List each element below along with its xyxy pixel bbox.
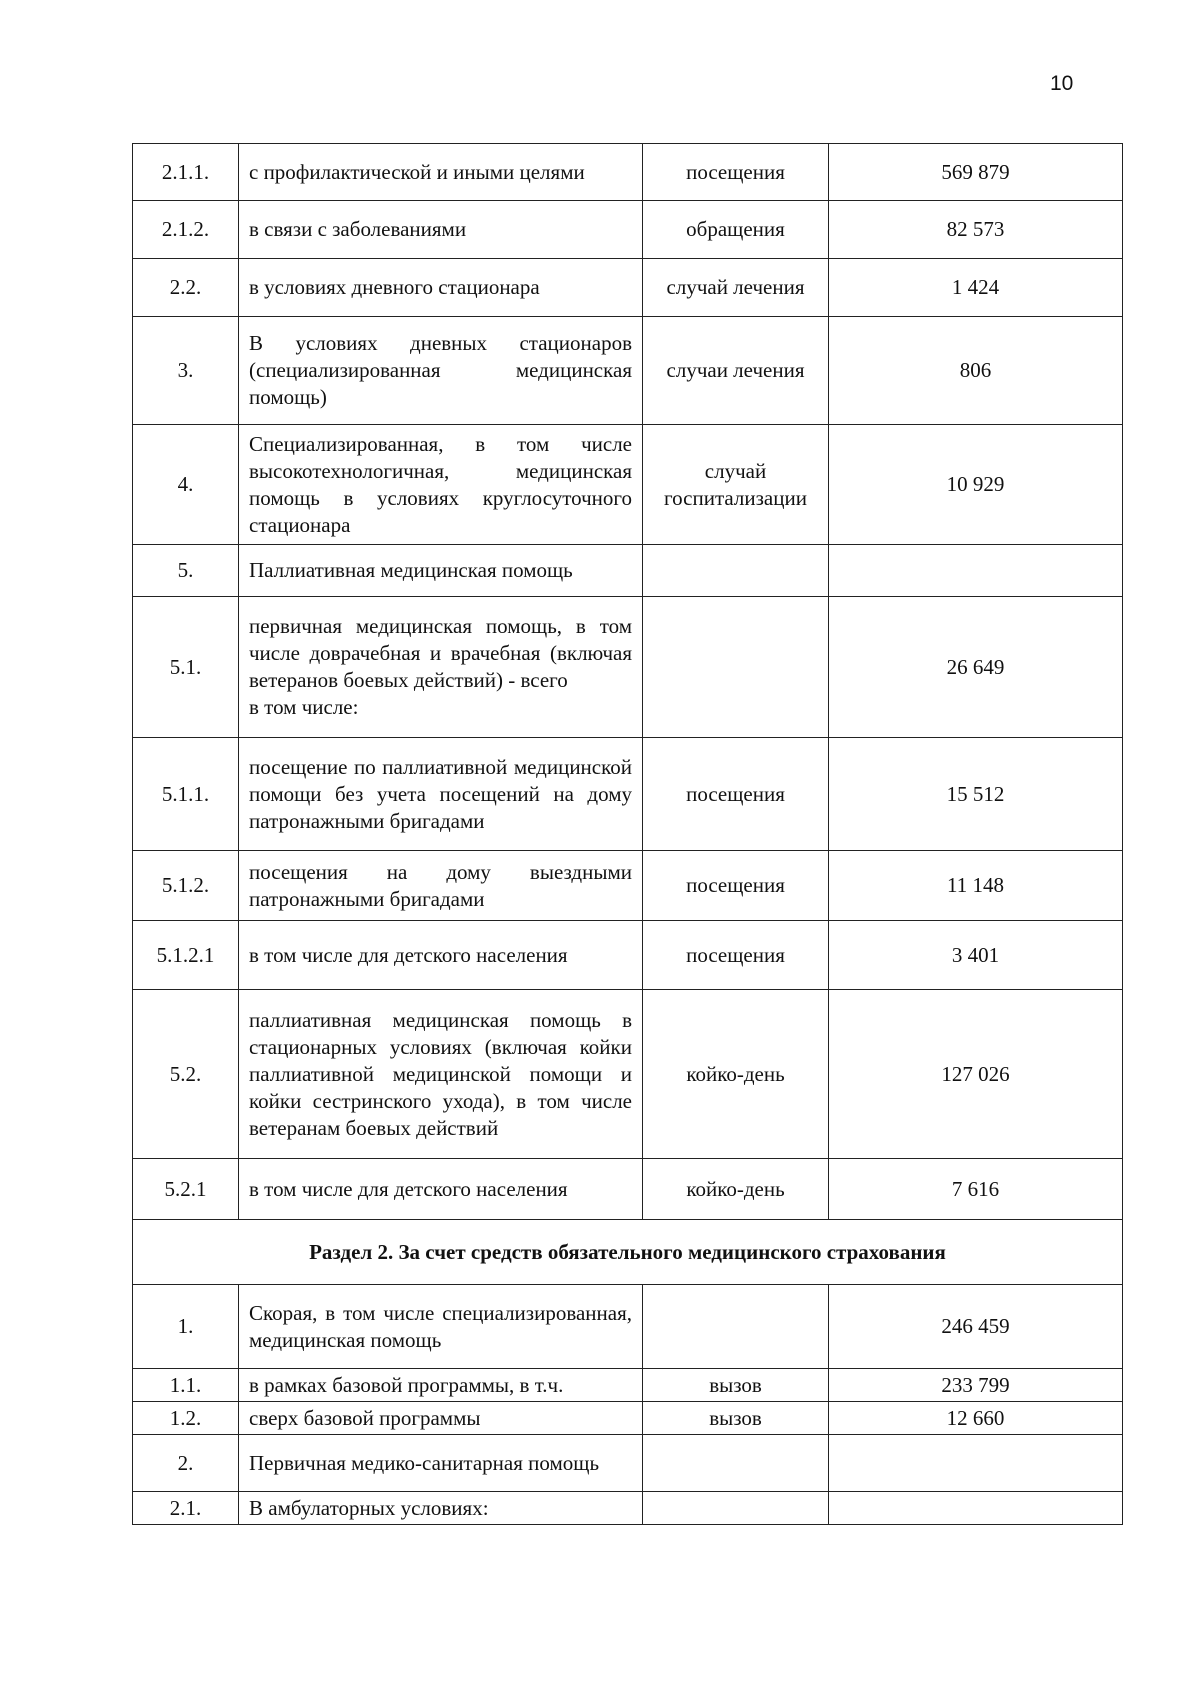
row-unit (643, 597, 829, 738)
row-value: 26 649 (829, 597, 1123, 738)
table-row (133, 545, 1123, 597)
table-row (133, 425, 1123, 545)
row-unit (643, 1435, 829, 1492)
row-name: Специализированная, в том числе высокотехнологичная, медицинская помощь в условиях круглосуточного стационара (239, 425, 643, 545)
row-name: В условиях дневных стационаров (специализированная медицинская помощь) (239, 317, 643, 425)
row-unit: посещения (643, 738, 829, 851)
table-row (133, 1435, 1123, 1492)
row-unit: случай лечения (643, 259, 829, 317)
row-value: 569 879 (829, 144, 1123, 201)
table-row (133, 851, 1123, 921)
row-name: в связи с заболеваниями (239, 201, 643, 259)
row-number: 5.2.1 (133, 1159, 239, 1220)
row-name: Первичная медико-санитарная помощь (239, 1435, 643, 1492)
row-value: 12 660 (829, 1402, 1123, 1435)
row-number: 5.2. (133, 990, 239, 1159)
row-unit (643, 1285, 829, 1369)
table-row (133, 1369, 1123, 1402)
row-unit: случай госпитализации (643, 425, 829, 545)
row-number: 3. (133, 317, 239, 425)
row-unit: случаи лечения (643, 317, 829, 425)
row-value: 11 148 (829, 851, 1123, 921)
row-unit: обращения (643, 201, 829, 259)
table-row (133, 1285, 1123, 1369)
row-unit: койко-день (643, 1159, 829, 1220)
row-value (829, 1435, 1123, 1492)
row-value: 1 424 (829, 259, 1123, 317)
section-header-row (133, 1220, 1123, 1285)
row-value: 246 459 (829, 1285, 1123, 1369)
table-row (133, 317, 1123, 425)
row-number: 2.1. (133, 1492, 239, 1525)
page-number: 10 (1050, 72, 1074, 95)
row-unit (643, 1492, 829, 1525)
table-row (133, 259, 1123, 317)
row-number: 2.1.1. (133, 144, 239, 201)
row-number: 4. (133, 425, 239, 545)
row-value: 233 799 (829, 1369, 1123, 1402)
row-value (829, 1492, 1123, 1525)
table-row (133, 1492, 1123, 1525)
row-name: Паллиативная медицинская помощь (239, 545, 643, 597)
row-name-extra: в том числе: (249, 695, 359, 719)
row-unit: посещения (643, 144, 829, 201)
row-unit: вызов (643, 1369, 829, 1402)
row-number: 5.1.1. (133, 738, 239, 851)
row-number: 5. (133, 545, 239, 597)
row-value (829, 545, 1123, 597)
row-value: 82 573 (829, 201, 1123, 259)
row-number: 1.2. (133, 1402, 239, 1435)
table-row (133, 201, 1123, 259)
table-row (133, 738, 1123, 851)
row-number: 5.1. (133, 597, 239, 738)
row-value: 15 512 (829, 738, 1123, 851)
services-volume-table (132, 143, 1123, 1525)
row-number: 2.2. (133, 259, 239, 317)
row-number: 5.1.2. (133, 851, 239, 921)
row-name: посещения на дому выездными патронажными бригадами (239, 851, 643, 921)
table-row (133, 1159, 1123, 1220)
row-number: 5.1.2.1 (133, 921, 239, 990)
row-value: 10 929 (829, 425, 1123, 545)
section-2-title: Раздел 2. За счет средств обязательного медицинского страхования (133, 1220, 1123, 1285)
row-name: в том числе для детского населения (239, 1159, 643, 1220)
row-unit: посещения (643, 921, 829, 990)
row-number: 1.1. (133, 1369, 239, 1402)
row-name: в том числе для детского населения (239, 921, 643, 990)
table-row (133, 1402, 1123, 1435)
row-name: В амбулаторных условиях: (239, 1492, 643, 1525)
row-number: 2.1.2. (133, 201, 239, 259)
row-value: 806 (829, 317, 1123, 425)
row-name: первичная медицинская помощь, в том числе доврачебная и врачебная (включая ветеранов боевых действий) - всего в том числе: (239, 597, 643, 738)
row-name: в условиях дневного стационара (239, 259, 643, 317)
row-unit: вызов (643, 1402, 829, 1435)
row-unit: посещения (643, 851, 829, 921)
row-unit: койко-день (643, 990, 829, 1159)
row-unit (643, 545, 829, 597)
row-name: Скорая, в том числе специализированная, медицинская помощь (239, 1285, 643, 1369)
table-row (133, 990, 1123, 1159)
row-name: с профилактической и иными целями (239, 144, 643, 201)
table-row (133, 144, 1123, 201)
row-name: в рамках базовой программы, в т.ч. (239, 1369, 643, 1402)
row-value: 127 026 (829, 990, 1123, 1159)
row-number: 2. (133, 1435, 239, 1492)
table-row (133, 597, 1123, 738)
table-row (133, 921, 1123, 990)
row-name: посещение по паллиативной медицинской помощи без учета посещений на дому патронажными бригадами (239, 738, 643, 851)
row-name: сверх базовой программы (239, 1402, 643, 1435)
row-name: паллиативная медицинская помощь в стационарных условиях (включая койки паллиативной медицинской помощи и койки сестринского ухода), в том числе ветеранам боевых действий (239, 990, 643, 1159)
row-value: 7 616 (829, 1159, 1123, 1220)
row-value: 3 401 (829, 921, 1123, 990)
row-number: 1. (133, 1285, 239, 1369)
